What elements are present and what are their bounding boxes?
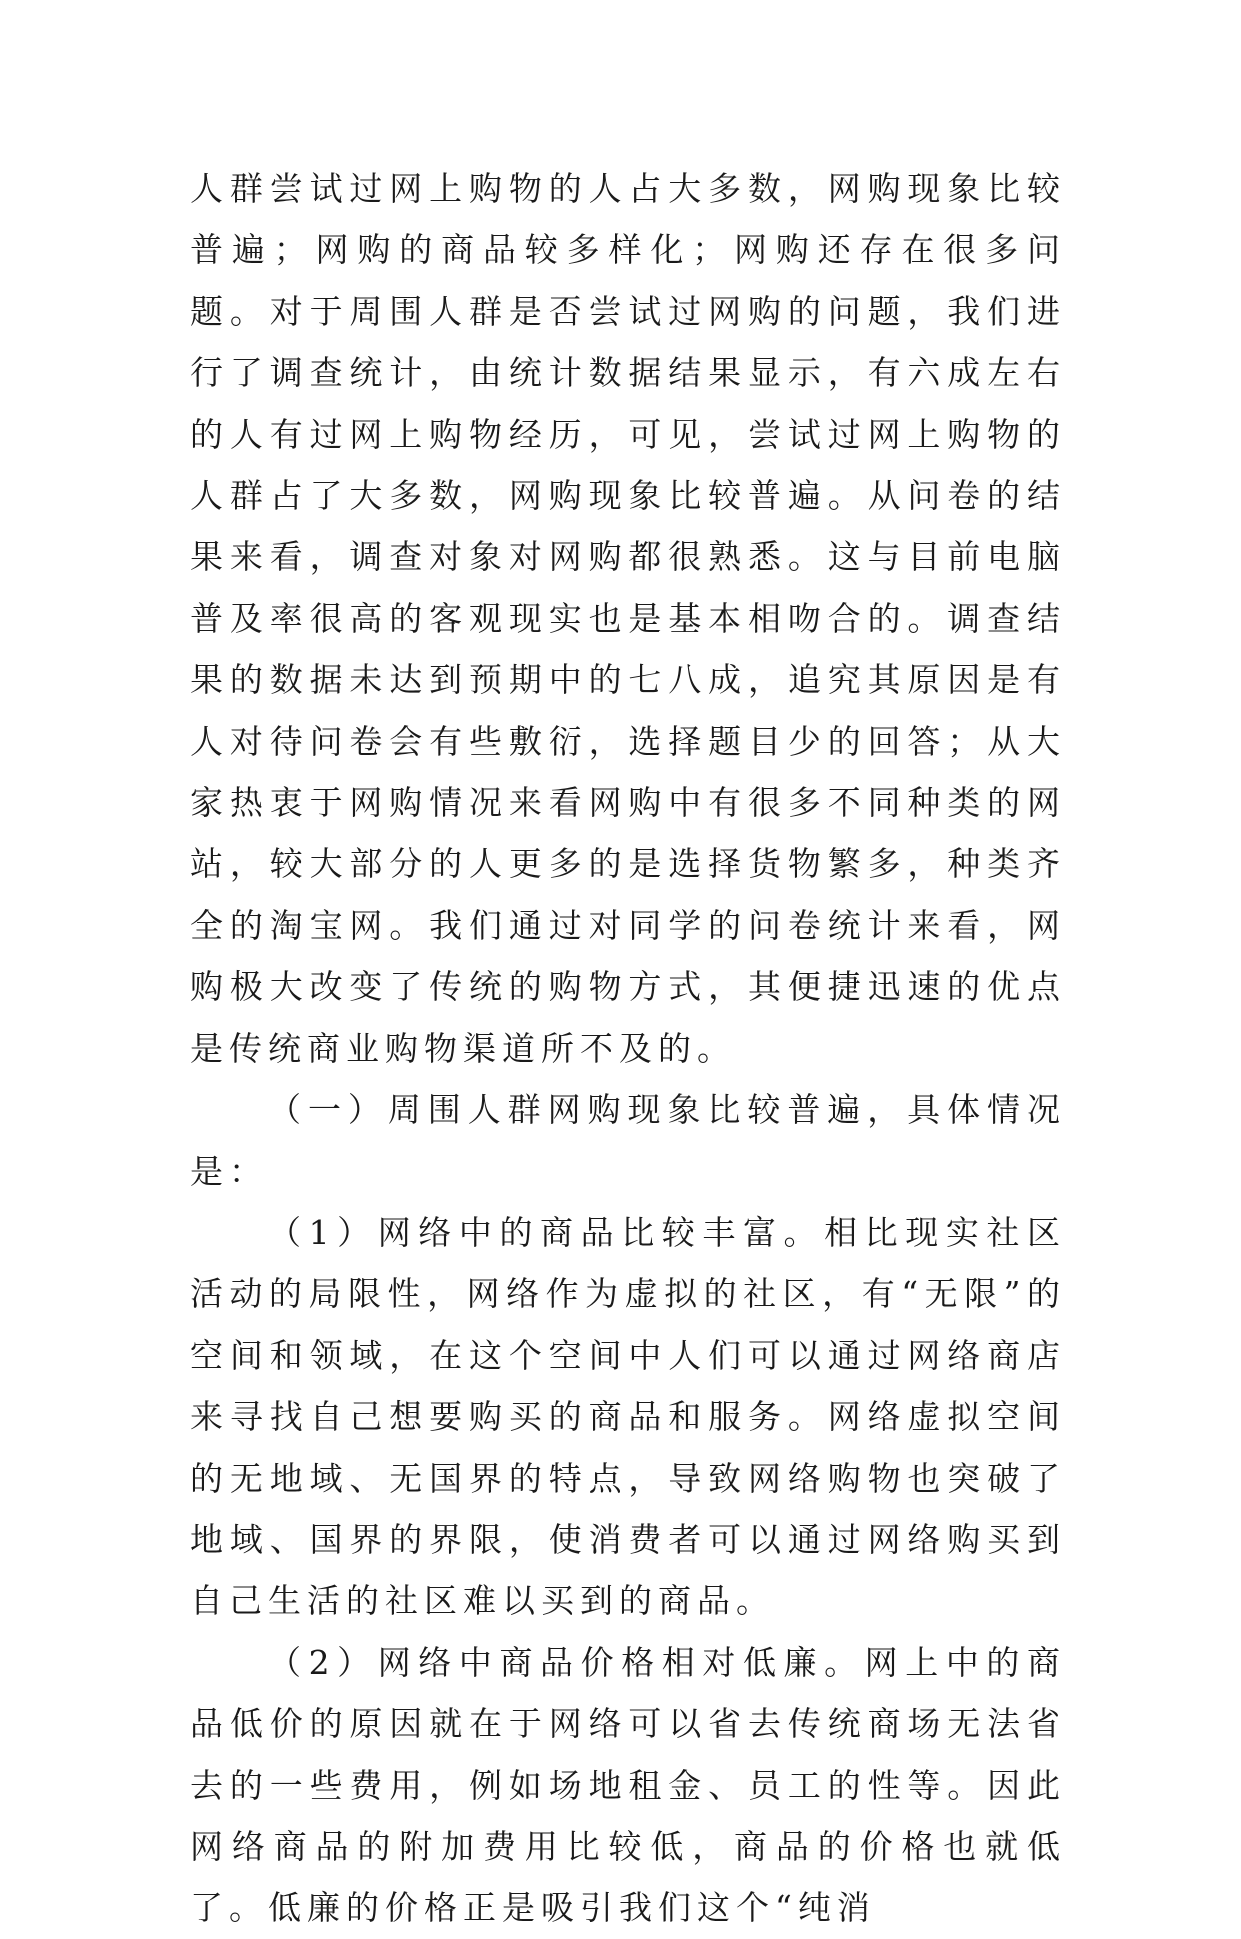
paragraph-survey-summary: 人群尝试过网上购物的人占大多数，网购现象比较普遍；网购的商品较多样化；网购还存在很多问题。对于周围人群是否尝试过网购的问题，我们进行了调查统计，由统计数据结果显示，有六成左右的人有过网上购物经历，可见，尝试过网上购物的人群占了大多数，网购现象比较普遍。从问卷的结果来看，调查对象对网购都很熟悉。这与目前电脑普及率很高的客观现实也是基本相吻合的。调查结果的数据未达到预期中的七八成，追究其原因是有人对待问卷会有些敷衍，选择题目少的回答；从大家热衷于网购情况来看网购中有很多不同种类的网站，较大部分的人更多的是选择货物繁多，种类齐全的淘宝网。我们通过对同学的问卷统计来看，网购极大改变了传统的购物方式，其便捷迅速的优点是传统商业购物渠道所不及的。 (190, 169, 1066, 1068)
paragraph-section-heading: （一）周围人群网购现象比较普遍，具体情况是： (190, 1090, 1066, 1191)
document-body (190, 158, 1066, 1939)
paragraph-point-1: （1）网络中的商品比较丰富。相比现实社区活动的局限性，网络作为虚拟的社区，有“无限”的空间和领域，在这个空间中人们可以通过网络商店来寻找自己想要购买的商品和服务。网络虚拟空间的无地域、无国界的特点，导致网络购物也突破了地域、国界的界限，使消费者可以通过网络购买到自己生活的社区难以买到的商品。 (190, 1212, 1066, 1621)
paragraph-point-2: （2）网络中商品价格相对低廉。网上中的商品低价的原因就在于网络可以省去传统商场无法省去的一些费用，例如场地租金、员工的性等。因此网络商品的附加费用比较低，商品的价格也就低了。低廉的价格正是吸引我们这个“纯消 (190, 1642, 1066, 1928)
